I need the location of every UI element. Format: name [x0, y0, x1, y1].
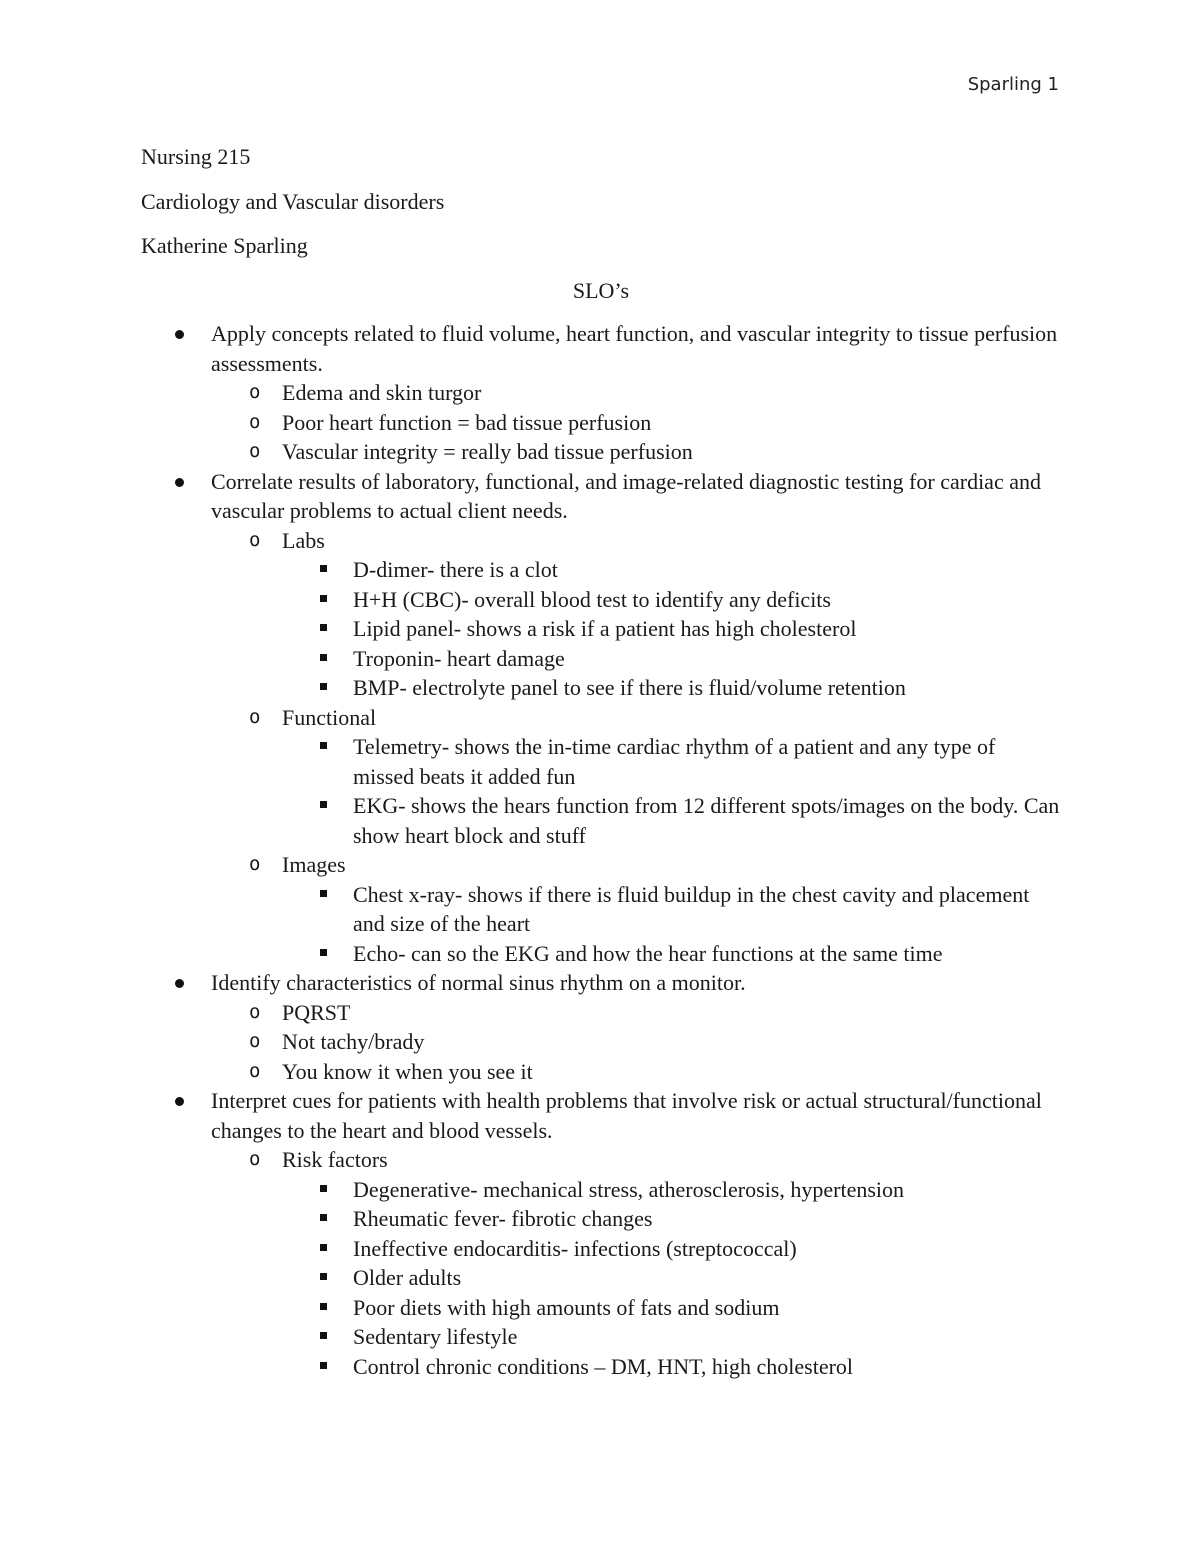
sub-point-item: [211, 526, 1061, 703]
sub-point-text: Labs: [282, 527, 325, 553]
sub-point-text: Risk factors: [282, 1147, 388, 1172]
section-title: SLO’s: [572, 277, 630, 303]
running-header: Sparling 1: [967, 74, 1059, 95]
objective-item: [141, 1086, 1061, 1381]
sub-point-list: [211, 1145, 1061, 1381]
detail-item: Sedentary lifestyle: [282, 1322, 1061, 1352]
detail-item: Older adults: [282, 1263, 1061, 1293]
objective-text: Interpret cues for patients with health problems that involve risk or actual structural/functional changes to the heart and blood vessels.: [211, 1088, 1042, 1143]
detail-list: [282, 555, 1061, 703]
objective-text: Apply concepts related to fluid volume, heart function, and vascular integrity to tissue perfusion assessments.: [211, 321, 1058, 376]
sub-point-item: [211, 703, 1061, 851]
sub-point-text: Images: [282, 852, 346, 877]
sub-point-text: Vascular integrity = really bad tissue perfusion: [282, 439, 693, 464]
detail-item: Ineffective endocarditis- infections (streptococcal): [282, 1234, 1061, 1264]
course-line: Nursing 215: [141, 144, 251, 169]
sub-point-text: Functional: [282, 704, 377, 730]
document-body: [141, 142, 1061, 1381]
objective-text: Correlate results of laboratory, functional, and image-related diagnostic testing for cardiac and vascular problems to actual client needs.: [211, 468, 1041, 523]
sub-point-text: PQRST: [282, 999, 351, 1025]
sub-point-list: [211, 998, 1061, 1087]
topic-line: Cardiology and Vascular disorders: [141, 188, 445, 214]
detail-item: Lipid panel- shows a risk if a patient has high cholesterol: [282, 614, 1061, 644]
detail-list: [282, 1175, 1061, 1382]
sub-point-text: You know it when you see it: [282, 1058, 533, 1084]
objective-item: [141, 319, 1061, 467]
detail-item: Telemetry- shows the in-time cardiac rhythm of a patient and any type of missed beats it added fun: [282, 732, 1061, 791]
detail-item: Control chronic conditions – DM, HNT, high cholesterol: [282, 1352, 1061, 1382]
objective-text: Identify characteristics of normal sinus rhythm on a monitor.: [211, 970, 746, 995]
sub-point-item: [211, 1027, 1061, 1057]
author-line: Katherine Sparling: [141, 233, 308, 258]
sub-point-item: [211, 408, 1061, 438]
sub-point-item: [211, 437, 1061, 467]
objective-item: [141, 968, 1061, 1086]
sub-point-list: [211, 378, 1061, 467]
detail-list: [282, 732, 1061, 850]
detail-item: BMP- electrolyte panel to see if there is fluid/volume retention: [282, 673, 1061, 703]
detail-list: [282, 880, 1061, 969]
objective-item: [141, 467, 1061, 969]
detail-item: Degenerative- mechanical stress, atherosclerosis, hypertension: [282, 1175, 1061, 1205]
sub-point-text: Edema and skin turgor: [282, 380, 482, 405]
sub-point-text: Poor heart function = bad tissue perfusion: [282, 409, 652, 435]
sub-point-text: Not tachy/brady: [282, 1029, 425, 1054]
sub-point-item: [211, 998, 1061, 1028]
sub-point-item: [211, 1057, 1061, 1087]
sub-point-item: [211, 850, 1061, 968]
detail-item: Troponin- heart damage: [282, 644, 1061, 674]
sub-point-list: [211, 526, 1061, 969]
detail-item: H+H (CBC)- overall blood test to identify any deficits: [282, 585, 1061, 615]
sub-point-item: [211, 1145, 1061, 1381]
detail-item: EKG- shows the hears function from 12 different spots/images on the body. Can show heart block and stuff: [282, 791, 1061, 850]
detail-item: D-dimer- there is a clot: [282, 555, 1061, 585]
detail-item: Rheumatic fever- fibrotic changes: [282, 1204, 1061, 1234]
slo-outline: [141, 319, 1061, 1381]
detail-item: Poor diets with high amounts of fats and sodium: [282, 1293, 1061, 1323]
detail-item: Chest x-ray- shows if there is fluid buildup in the chest cavity and placement and size of the heart: [282, 880, 1061, 939]
sub-point-item: [211, 378, 1061, 408]
detail-item: Echo- can so the EKG and how the hear functions at the same time: [282, 939, 1061, 969]
